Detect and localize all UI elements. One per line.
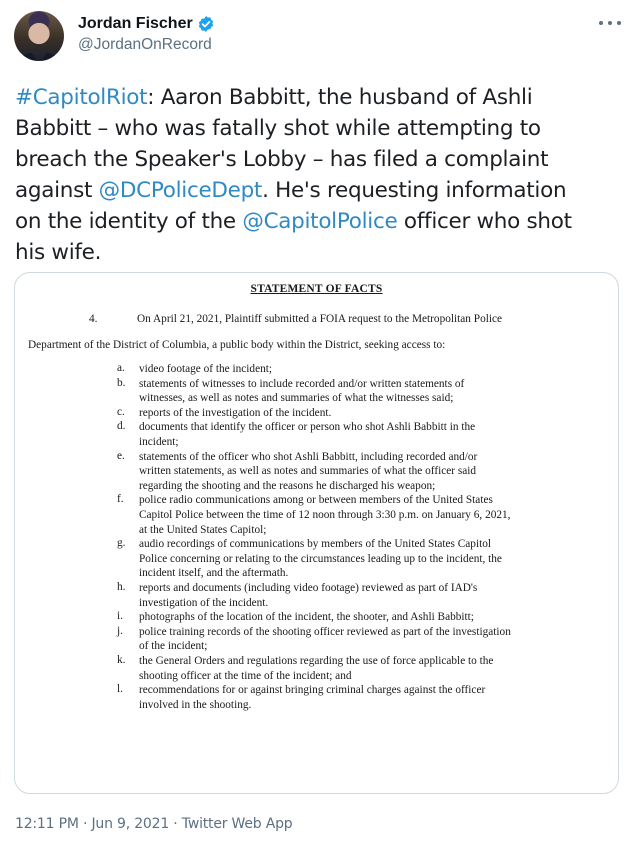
list-item-text: [139, 581, 589, 610]
author-handle[interactable]: @JordanOnRecord: [78, 36, 212, 53]
more-options-icon[interactable]: [599, 18, 621, 28]
tweet-text-segment: : Aaron Babbitt, the husband of Ashli: [147, 85, 533, 110]
tweet-text: [15, 82, 625, 268]
tweet-text-segment: Babbitt – who was fatally shot while attempting to: [15, 116, 541, 141]
list-item-line: written statements, as well as notes and summaries of what the officer said: [139, 465, 477, 478]
tweet-text-line: [15, 175, 625, 206]
list-item-text: [139, 610, 589, 625]
list-item-text: [139, 683, 589, 712]
paragraph-number: 4.: [89, 313, 98, 325]
paragraph-first-line: On April 21, 2021, Plaintiff submitted a FOIA request to the Metropolitan Police: [137, 313, 503, 325]
list-item-line: incident;: [139, 435, 179, 448]
document-title: STATEMENT OF FACTS: [250, 283, 383, 295]
author-name-row: [78, 13, 215, 35]
list-item-line: statements of witnesses to include recorded and/or written statements of: [139, 377, 465, 390]
tweet-text-line: [15, 206, 625, 237]
list-item-line: reports and documents (including video footage) reviewed as part of IAD's: [139, 582, 478, 594]
list-item-text: [139, 406, 589, 421]
list-item-letter: e.: [117, 449, 125, 462]
list-item-line: the General Orders and regulations regarding the use of force applicable to the: [139, 655, 494, 667]
list-item-line: witnesses, as well as notes and summaries of what the witnesses said;: [139, 392, 454, 405]
tweet-text-segment: breach the Speaker's Lobby – has filed a complaint: [15, 147, 549, 172]
tweet-text-segment: . He's requesting information: [262, 178, 567, 203]
list-item-text: [139, 654, 589, 683]
list-item-letter: g.: [117, 537, 126, 550]
author-avatar[interactable]: [14, 11, 64, 61]
list-item-line: audio recordings of communications by members of the United States Capitol: [139, 538, 492, 551]
list-item-letter: a.: [117, 362, 125, 374]
list-item-letter: d.: [117, 420, 126, 433]
list-item-line: involved in the shooting.: [139, 698, 252, 711]
list-item-text: [139, 420, 589, 449]
list-item-text: [139, 362, 589, 377]
author-display-name[interactable]: Jordan Fischer: [78, 15, 193, 32]
list-item-letter: c.: [117, 405, 125, 418]
list-item-line: statements of the officer who shot Ashli Babbitt, including recorded and/or: [139, 450, 478, 463]
list-item-line: video footage of the incident;: [139, 363, 273, 375]
list-item-text: [139, 625, 589, 654]
list-item-line: at the United States Capitol;: [139, 523, 267, 536]
list-item-text: [139, 537, 589, 581]
more-dot: [599, 21, 603, 25]
paragraph-second-line: Department of the District of Columbia, a public body within the District, seeking access to:: [28, 339, 446, 351]
list-item-line: regarding the shooting and the reasons he discharged his weapon;: [139, 479, 436, 492]
tweet-text-line: [15, 144, 625, 175]
list-item-line: recommendations for or against bringing criminal charges against the officer: [139, 684, 486, 697]
verified-badge-icon: [197, 15, 215, 33]
list-item-letter: h.: [117, 581, 126, 593]
list-item-line: incident itself, and the aftermath.: [139, 567, 289, 580]
more-dot: [617, 21, 621, 25]
list-item-line: shooting officer at the time of the incident; and: [139, 669, 352, 682]
list-item-line: photographs of the location of the incident, the shooter, and Ashli Babbitt;: [139, 611, 474, 624]
list-item-letter: j.: [117, 624, 123, 637]
list-item-line: of the incident;: [139, 640, 208, 653]
list-item-text: [139, 450, 589, 494]
list-item-letter: k.: [117, 654, 126, 666]
tweet-text-line: [15, 113, 625, 144]
list-item-line: Police concerning or relating to the circumstances leading up to the incident, the: [139, 552, 502, 565]
hashtag-link[interactable]: #CapitolRiot: [15, 85, 148, 110]
list-item-line: police radio communications among or between members of the United States: [139, 494, 493, 507]
mention-link[interactable]: @CapitolPolice: [242, 209, 398, 234]
list-item-letter: f.: [117, 493, 124, 506]
list-item-line: Capitol Police between the time of 12 noon through 3:30 p.m. on January 6, 2021,: [139, 508, 511, 521]
list-item-letter: l.: [117, 683, 123, 696]
document-image: [15, 273, 618, 793]
list-item-line: investigation of the incident.: [139, 596, 269, 609]
list-item-text: [139, 377, 589, 406]
attached-image-card[interactable]: [14, 272, 619, 794]
list-item-letter: b.: [117, 376, 126, 389]
list-item-letter: i.: [117, 610, 123, 623]
list-item-text: [139, 493, 589, 537]
avatar-jacket: [14, 53, 64, 61]
mention-link[interactable]: @DCPoliceDept: [98, 178, 263, 203]
tweet-text-segment: on the identity of the: [15, 209, 243, 234]
tweet-timestamp[interactable]: 12:11 PM · Jun 9, 2021 · Twitter Web App: [15, 816, 293, 832]
tweet-text-segment: against: [15, 178, 99, 203]
list-item-line: documents that identify the officer or person who shot Ashli Babbitt in the: [139, 421, 476, 434]
more-dot: [608, 21, 612, 25]
list-item-line: police training records of the shooting officer reviewed as part of the investigation: [139, 625, 511, 638]
tweet-text-line: [15, 237, 625, 268]
tweet-text-segment: officer who shot: [397, 209, 572, 234]
tweet-text-line: [15, 82, 625, 113]
list-item-line: reports of the investigation of the incident.: [139, 406, 332, 419]
tweet-text-segment: his wife.: [15, 240, 102, 265]
